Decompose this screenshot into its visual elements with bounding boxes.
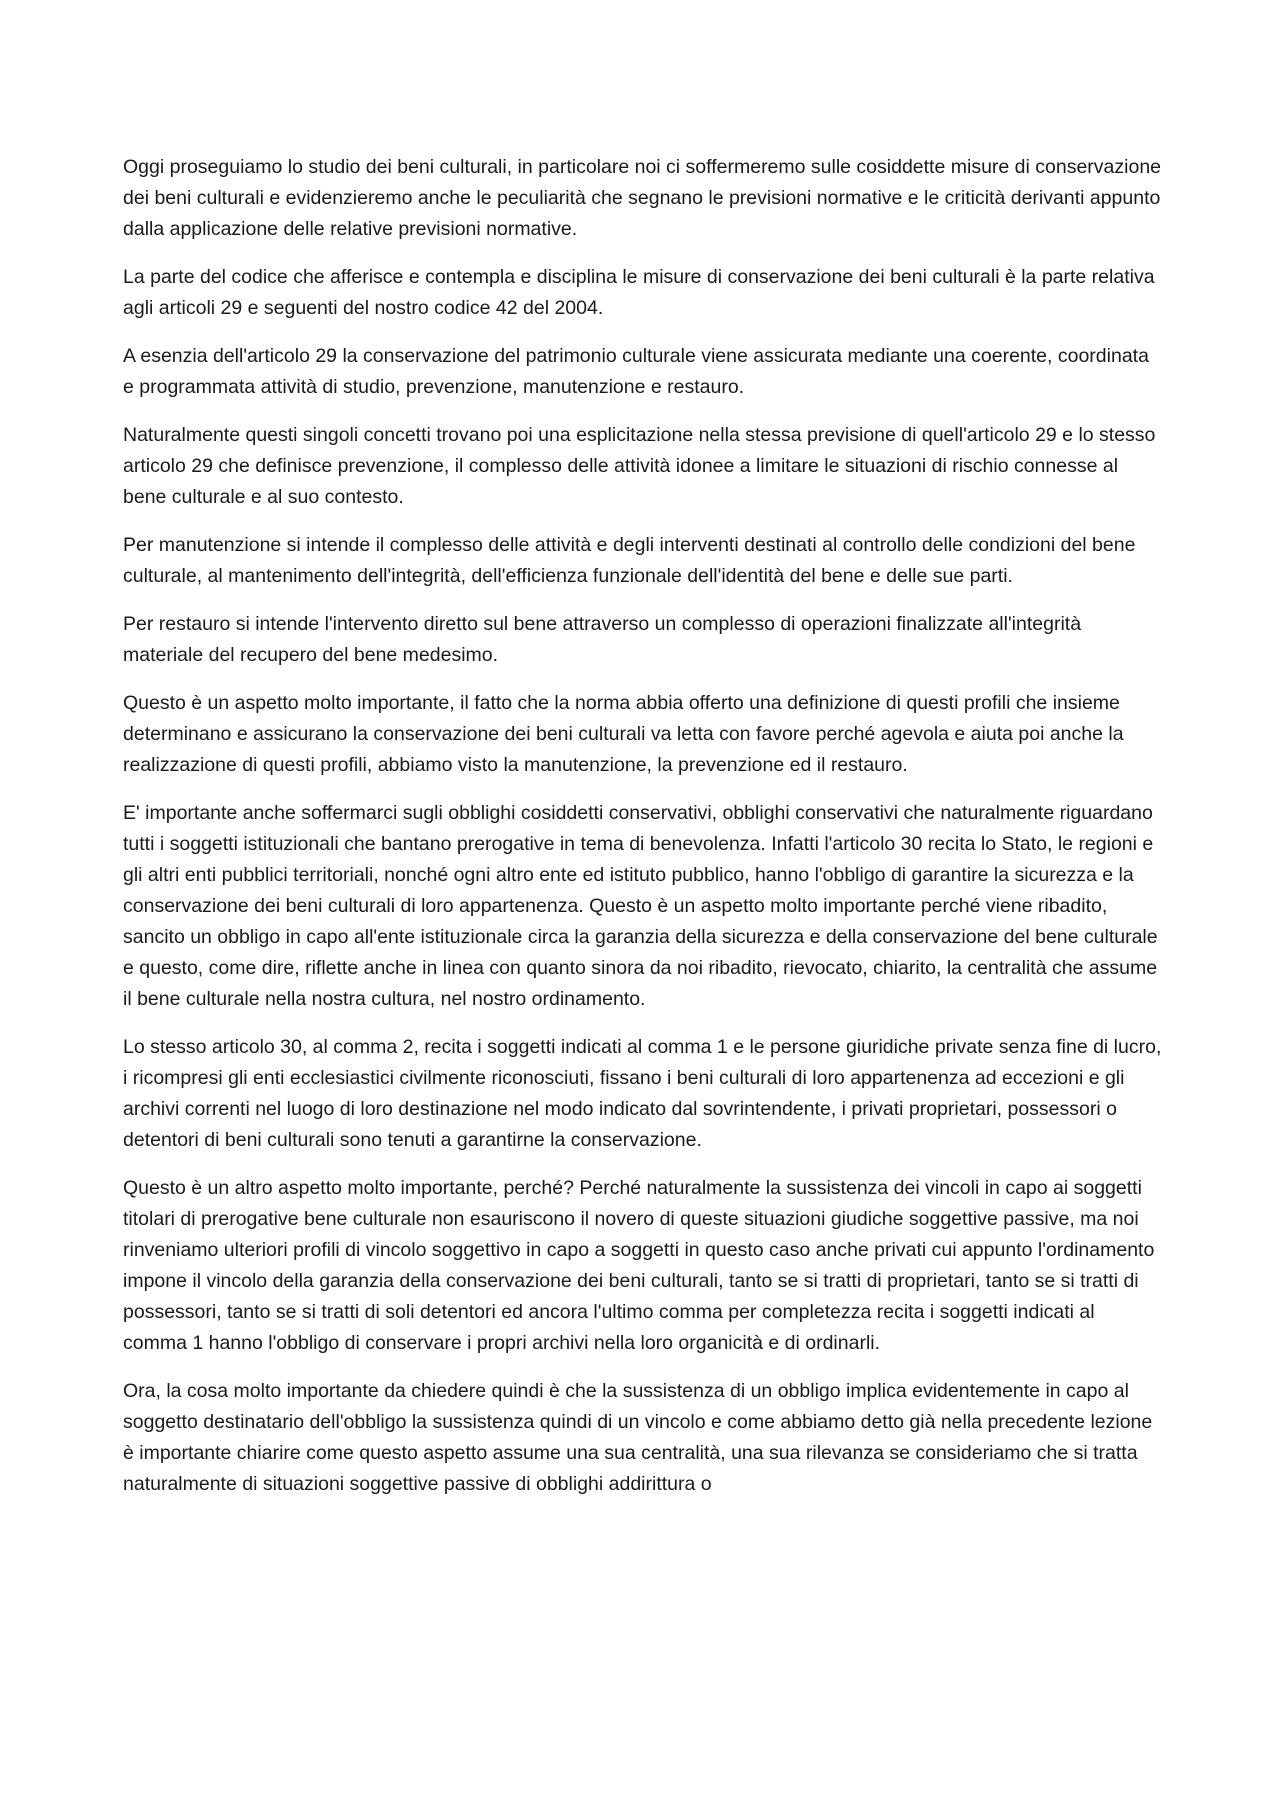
paragraph-4: Naturalmente questi singoli concetti trovano poi una esplicitazione nella stessa previsione di quell'articolo 29 e lo stesso articolo 29 che definisce prevenzione, il complesso delle attività idonee a limitare le situazioni di rischio connesse al bene culturale e al suo contesto. — [123, 424, 1156, 508]
paragraph-5: Per manutenzione si intende il complesso delle attività e degli interventi destinati al controllo delle condizioni del bene culturale, al mantenimento dell'integrità, dell'efficienza funzionale dell'identità del bene e delle sue parti. — [123, 534, 1136, 587]
paragraph-6: Per restauro si intende l'intervento diretto sul bene attraverso un complesso di operazioni finalizzate all'integrità materiale del recupero del bene medesimo. — [123, 613, 1082, 666]
paragraph-3: A esenzia dell'articolo 29 la conservazione del patrimonio culturale viene assicurata mediante una coerente, coordinata e programmata attività di studio, prevenzione, manutenzione e restauro. — [123, 345, 1149, 398]
paragraph-2: La parte del codice che afferisce e contempla e disciplina le misure di conservazione dei beni culturali è la parte relativa agli articoli 29 e seguenti del nostro codice 42 del 2004. — [123, 266, 1155, 319]
paragraph-7: Questo è un aspetto molto importante, il fatto che la norma abbia offerto una definizione di questi profili che insieme determinano e assicurano la conservazione dei beni culturali va letta con favore perché agevola e aiuta poi anche la realizzazione di questi profili, abbiamo visto la manutenzione, la prevenzione ed il restauro. — [123, 692, 1124, 776]
document-body — [123, 152, 1163, 1517]
paragraph-1: Oggi proseguiamo lo studio dei beni culturali, in particolare noi ci soffermeremo sulle cosiddette misure di conservazione dei beni culturali e evidenzieremo anche le peculiarità che segnano le previsioni normative e le criticità derivanti appunto dalla applicazione delle relative previsioni normative. — [123, 156, 1162, 240]
paragraph-8: E' importante anche soffermarci sugli obblighi cosiddetti conservativi, obblighi conservativi che naturalmente riguardano tutti i soggetti istituzionali che bantano prerogative in tema di benevolenza. Infatti l'articolo 30 recita lo Stato, le regioni e gli altri enti pubblici territoriali, nonché ogni altro ente ed istituto pubblico, hanno l'obbligo di garantire la sicurezza e la conservazione dei beni culturali di loro appartenenza. Questo è un aspetto molto importante perché viene ribadito, sancito un obbligo in capo all'ente istituzionale circa la garanzia della sicurezza e della conservazione del bene culturale e questo, come dire, riflette anche in linea con quanto sinora da noi ribadito, rievocato, chiarito, la centralità che assume il bene culturale nella nostra cultura, nel nostro ordinamento. — [123, 802, 1158, 1010]
paragraph-10: Questo è un altro aspetto molto importante, perché? Perché naturalmente la sussistenza dei vincoli in capo ai soggetti titolari di prerogative bene culturale non esauriscono il novero di queste situazioni giudiche soggettive passive, ma noi rinveniamo ulteriori profili di vincolo soggettivo in capo a soggetti in questo caso anche privati cui appunto l'ordinamento impone il vincolo della garanzia della conservazione dei beni culturali, tanto se si tratti di proprietari, tanto se si tratti di possessori, tanto se si tratti di soli detentori ed ancora l'ultimo comma per completezza recita i soggetti indicati al comma 1 hanno l'obbligo di conservare i propri archivi nella loro organicità e di ordinarli. — [123, 1177, 1155, 1354]
paragraph-11: Ora, la cosa molto importante da chiedere quindi è che la sussistenza di un obbligo implica evidentemente in capo al soggetto destinatario dell'obbligo la sussistenza quindi di un vincolo e come abbiamo detto già nella precedente lezione è importante chiarire come questo aspetto assume una sua centralità, una sua rilevanza se consideriamo che si tratta naturalmente di situazioni soggettive passive di obblighi addirittura o — [123, 1380, 1153, 1495]
paragraph-9: Lo stesso articolo 30, al comma 2, recita i soggetti indicati al comma 1 e le persone giuridiche private senza fine di lucro, i ricompresi gli enti ecclesiastici civilmente riconosciuti, fissano i beni culturali di loro appartenenza ad eccezioni e gli archivi correnti nel luogo di loro destinazione nel modo indicato dal sovrintendente, i privati proprietari, possessori o detentori di beni culturali sono tenuti a garantirne la conservazione. — [123, 1036, 1162, 1151]
